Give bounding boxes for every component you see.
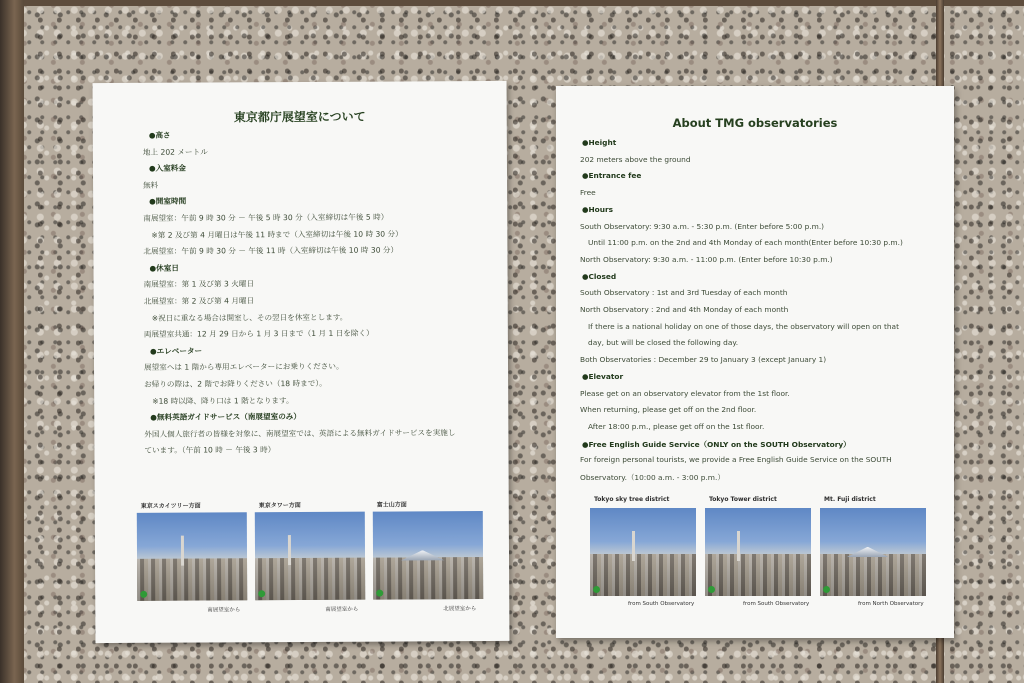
info-line: If there is a national holiday on one of those days, the observatory will open on that [588,321,899,331]
photo-caption: 東京スカイツリー方面 [140,502,201,510]
photo-caption: 富士山方面 [376,501,407,509]
info-line: Please get on an observatory elevator from the 1st floor. [580,388,790,398]
info-line: ※第 2 及び第 4 月曜日は午後 11 時まで（入室締切は午後 10 時 30 分） [151,229,403,240]
info-line: 北展望室：午前 9 時 30 分 － 午後 11 時（入室締切は午後 10 時 30 分） [143,245,399,257]
view-photo-fuji [820,508,926,596]
view-photo-skytree [137,512,247,601]
section-heading: ●Hours [582,204,614,214]
japanese-info-poster [93,81,510,643]
photo-caption: 東京タワー方面 [258,502,301,510]
section-heading: ●Closed [582,271,617,281]
info-line: When returning, please get off on the 2nd floor. [580,405,757,415]
section-heading: ●高さ [148,130,171,140]
info-line: South Observatory : 1st and 3rd Tuesday of each month [580,288,788,298]
photo-footer: from South Observatory [743,601,810,607]
info-line: 南展望室：午前 9 時 30 分 － 午後 5 時 30 分（入室締切は午後 5 時） [143,212,389,223]
info-line: 展望室へは 1 階から専用エレベーターにお乗りください。 [144,362,344,373]
info-line: After 18:00 p.m., please get off on the 1st floor. [588,421,765,431]
info-line: 無料 [143,180,159,190]
photo-footer: from North Observatory [858,601,924,607]
info-line: ※祝日に重なる場合は開室し、その翌日を休室とします。 [151,312,348,323]
section-heading: ●休室日 [149,263,179,273]
section-heading: ●開室時間 [149,196,187,207]
info-line: 両展望室共通：12 月 29 日から 1 月 3 日まで（1 月 1 日を除く） [143,328,374,340]
info-line: day, but will be closed the following day. [588,338,739,348]
view-photo-fuji [373,511,483,600]
info-line: North Observatory : 2nd and 4th Monday of each month [580,305,789,314]
info-line: Until 11:00 p.m. on the 2nd and 4th Monday of each month(Enter before 10:30 p.m.) [588,238,903,248]
frame-top-edge [0,0,1024,6]
photo-caption: Mt. Fuji district [824,496,876,503]
section-heading: ●Entrance fee [582,171,642,181]
info-line: South Observatory: 9:30 a.m. - 5:30 p.m. (Enter before 5:00 p.m.) [580,221,825,231]
poster-title-en: About TMG observatories [672,116,838,130]
photo-caption: Tokyo sky tree district [594,496,670,503]
info-line: North Observatory: 9:30 a.m. - 11:00 p.m. (Enter before 10:30 p.m.) [580,254,833,264]
section-heading: ●Height [582,138,617,147]
photo-caption: Tokyo Tower district [709,496,777,503]
english-info-poster [556,86,954,638]
photo-footer: 北展望室から [443,606,477,613]
info-line: For foreign personal tourists, we provide a Free English Guide Service on the SOUTH [580,455,892,465]
section-heading: ●エレベーター [149,346,203,356]
info-line: Observatory.（10:00 a.m. - 3:00 p.m.） [580,473,725,482]
photo-footer: from South Observatory [628,601,695,607]
info-line: Both Observatories : December 29 to January 3 (except January 1) [580,355,827,365]
poster-title-jp: 東京都庁展望室について [233,109,366,125]
view-photo-tower [255,512,365,601]
wooden-frame-left [0,0,24,683]
section-heading: ●入室料金 [148,163,187,173]
info-line: ています。（午前 10 時 － 午後 3 時） [144,445,276,456]
info-line: お帰りの際は、2 階でお降りください（18 時まで）。 [144,378,327,389]
section-heading: ●無料英語ガイドサービス（南展望室のみ） [150,412,301,422]
info-line: 地上 202 メートル [142,147,208,157]
photo-footer: 南展望室から [325,606,359,613]
info-line: 外国人個人旅行者の皆様を対象に、南展望室では、英語による無料ガイドサービスを実施し [144,427,456,439]
view-photo-tower [705,508,811,596]
info-line: 南展望室：第 1 及び第 3 火曜日 [143,279,255,290]
view-photo-skytree [590,508,696,596]
photo-footer: 南展望室から [207,607,241,614]
info-line: Free [580,188,596,198]
info-line: ※18 時以降、降り口は 1 階となります。 [152,395,294,406]
section-heading: ●Free English Guide Service（ONLY on the SOUTH Observatory） [582,439,851,449]
info-line: 北展望室：第 2 及び第 4 月曜日 [143,296,255,306]
info-line: 202 meters above the ground [580,154,691,164]
section-heading: ●Elevator [582,371,624,381]
